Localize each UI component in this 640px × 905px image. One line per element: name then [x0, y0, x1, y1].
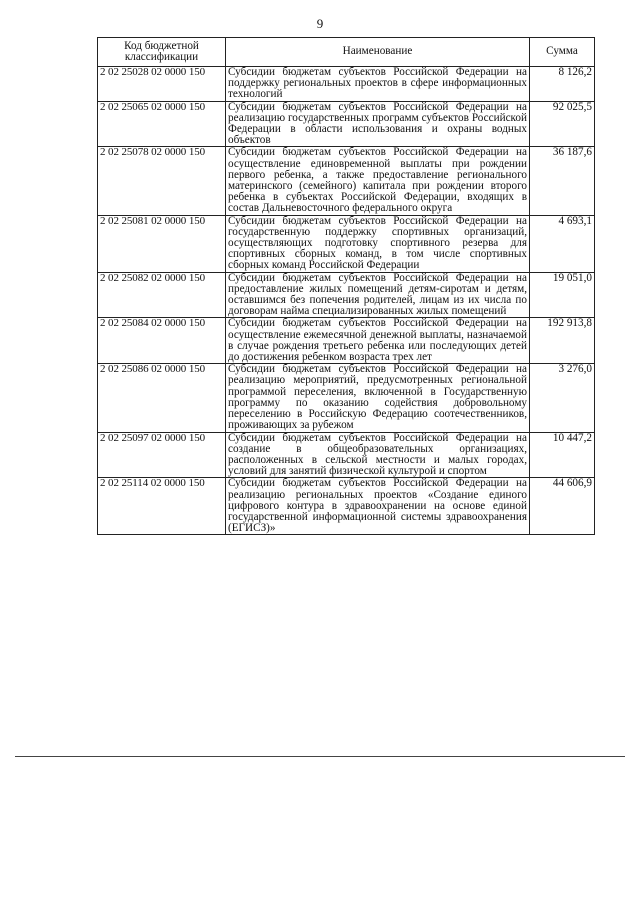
table-row [98, 432, 595, 478]
row-code: 2 02 25028 02 0000 150 [98, 67, 226, 102]
row-sum: 8 126,2 [530, 67, 595, 102]
row-sum: 192 913,8 [530, 318, 595, 364]
row-name: Субсидии бюджетам субъектов Российской Федерации на реализацию государственных программ субъектов Российской Федерации в области использования и охраны водных объектов [226, 101, 530, 147]
row-sum: 4 693,1 [530, 215, 595, 272]
table-row [98, 67, 595, 102]
row-name: Субсидии бюджетам субъектов Российской Федерации на осуществление единовременной выплаты при рождении первого ребенка, а также предоставление регионального материнского (семейного) капитала при рождении второго ребенка в субъектах Российской Федерации, входящих в состав Дальневосточного федерального округа [226, 147, 530, 215]
row-sum: 19 051,0 [530, 272, 595, 318]
row-sum: 92 025,5 [530, 101, 595, 147]
row-name: Субсидии бюджетам субъектов Российской Федерации на реализацию региональных проектов «Создание единого цифрового контура в здравоохранении на основе единой государственной информационной системы здравоохранения (ЕГИСЗ)» [226, 478, 530, 535]
row-name: Субсидии бюджетам субъектов Российской Федерации на предоставление жилых помещений детям-сиротам и детям, оставшимся без попечения родителей, лицам из их числа по договорам найма специализированных жилых помещений [226, 272, 530, 318]
table-row [98, 147, 595, 215]
row-sum: 10 447,2 [530, 432, 595, 478]
row-code: 2 02 25097 02 0000 150 [98, 432, 226, 478]
header-name: Наименование [226, 38, 530, 67]
row-code: 2 02 25078 02 0000 150 [98, 147, 226, 215]
table-header-row [98, 38, 595, 67]
budget-table [97, 37, 595, 535]
row-code: 2 02 25065 02 0000 150 [98, 101, 226, 147]
table-row [98, 101, 595, 147]
table-row [98, 364, 595, 432]
table-row [98, 318, 595, 364]
row-code: 2 02 25086 02 0000 150 [98, 364, 226, 432]
table-row [98, 478, 595, 535]
header-code: Код бюджетной классификации [98, 38, 226, 67]
row-name: Субсидии бюджетам субъектов Российской Федерации на поддержку региональных проектов в сфере информационных технологий [226, 67, 530, 102]
page-number: 9 [316, 16, 324, 31]
row-sum: 3 276,0 [530, 364, 595, 432]
row-sum: 36 187,6 [530, 147, 595, 215]
row-name: Субсидии бюджетам субъектов Российской Федерации на государственную поддержку спортивных организаций, осуществляющих подготовку спортивного резерва для спортивных сборных команд, в том числе спортивных сборных команд Российской Федерации [226, 215, 530, 272]
row-code: 2 02 25114 02 0000 150 [98, 478, 226, 535]
row-name: Субсидии бюджетам субъектов Российской Федерации на осуществление ежемесячной денежной выплаты, назначаемой в случае рождения третьего ребенка или последующих детей до достижения ребенком возраста трех лет [226, 318, 530, 364]
row-code: 2 02 25081 02 0000 150 [98, 215, 226, 272]
row-code: 2 02 25084 02 0000 150 [98, 318, 226, 364]
table-row [98, 215, 595, 272]
row-code: 2 02 25082 02 0000 150 [98, 272, 226, 318]
row-name: Субсидии бюджетам субъектов Российской Федерации на создание в общеобразовательных организациях, расположенных в сельской местности и малых городах, условий для занятий физической культурой и спортом [226, 432, 530, 478]
table-row [98, 272, 595, 318]
row-name: Субсидии бюджетам субъектов Российской Федерации на реализацию мероприятий, предусмотренных региональной программой переселения, включенной в Государственную программу по оказанию содействия добровольному переселению в Российскую Федерацию соотечественников, проживающих за рубежом [226, 364, 530, 432]
footer-divider [15, 756, 625, 757]
row-sum: 44 606,9 [530, 478, 595, 535]
header-sum: Сумма [530, 38, 595, 67]
